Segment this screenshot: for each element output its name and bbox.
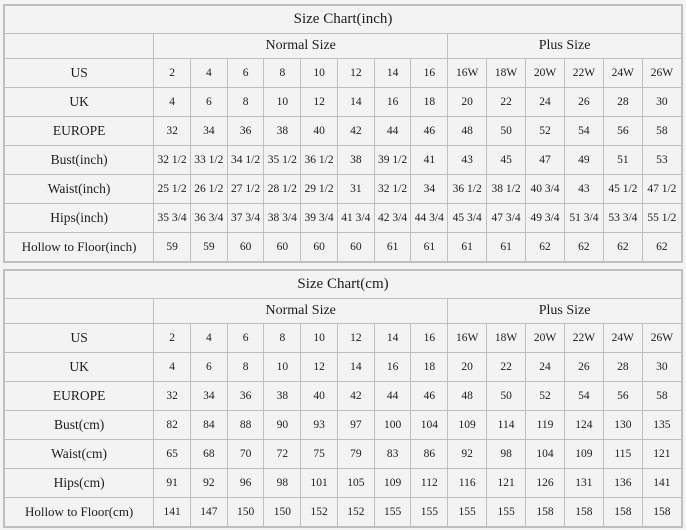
cell: 32 <box>154 382 191 411</box>
cell: 22W <box>564 59 603 88</box>
cell: 24W <box>603 324 642 353</box>
cell: 35 1/2 <box>264 146 301 175</box>
cell: 37 3/4 <box>227 204 264 233</box>
cell: 116 <box>448 469 487 498</box>
cell: 18W <box>487 324 526 353</box>
cell: 98 <box>264 469 301 498</box>
table-row-groups <box>5 299 682 324</box>
cell: 14 <box>337 353 374 382</box>
table-row <box>5 469 682 498</box>
cell: 92 <box>190 469 227 498</box>
cell: 6 <box>190 353 227 382</box>
cell: 10 <box>301 324 338 353</box>
table-row <box>5 440 682 469</box>
cell: 51 <box>603 146 642 175</box>
cell: 93 <box>301 411 338 440</box>
cell: 16 <box>411 59 448 88</box>
row-label: Bust(cm) <box>5 411 154 440</box>
cell: 38 3/4 <box>264 204 301 233</box>
cell: 59 <box>190 233 227 262</box>
cell: 42 <box>337 117 374 146</box>
cell: 38 <box>264 117 301 146</box>
cell: 32 1/2 <box>154 146 191 175</box>
cell: 98 <box>487 440 526 469</box>
cell: 152 <box>301 498 338 527</box>
cell: 104 <box>411 411 448 440</box>
cell: 60 <box>337 233 374 262</box>
size-chart-cm-table <box>4 270 682 527</box>
cell: 70 <box>227 440 264 469</box>
cell: 92 <box>448 440 487 469</box>
cell: 12 <box>337 59 374 88</box>
cell: 44 <box>374 117 411 146</box>
row-label: Waist(cm) <box>5 440 154 469</box>
cell: 14 <box>374 59 411 88</box>
cell: 39 1/2 <box>374 146 411 175</box>
cell: 36 1/2 <box>448 175 487 204</box>
table-row <box>5 382 682 411</box>
size-chart-inch-block <box>3 4 683 263</box>
cell: 6 <box>227 59 264 88</box>
cell: 8 <box>264 59 301 88</box>
cell: 60 <box>301 233 338 262</box>
cell: 50 <box>487 382 526 411</box>
cell: 51 3/4 <box>564 204 603 233</box>
table-row <box>5 175 682 204</box>
cell: 49 3/4 <box>526 204 565 233</box>
cell: 16W <box>448 59 487 88</box>
cell: 30 <box>642 353 681 382</box>
row-label: Hollow to Floor(cm) <box>5 498 154 527</box>
cell: 54 <box>564 117 603 146</box>
row-label: Hollow to Floor(inch) <box>5 233 154 262</box>
cell: 61 <box>411 233 448 262</box>
cell: 50 <box>487 117 526 146</box>
cell: 36 3/4 <box>190 204 227 233</box>
cell: 130 <box>603 411 642 440</box>
cell: 62 <box>526 233 565 262</box>
cell: 38 <box>337 146 374 175</box>
cell: 150 <box>227 498 264 527</box>
row-label: US <box>5 59 154 88</box>
cell: 27 1/2 <box>227 175 264 204</box>
cell: 47 <box>526 146 565 175</box>
cell: 20 <box>448 88 487 117</box>
cell: 135 <box>642 411 681 440</box>
cell: 158 <box>642 498 681 527</box>
cell: 105 <box>337 469 374 498</box>
cell: 34 <box>190 117 227 146</box>
cell: 16 <box>374 88 411 117</box>
cell: 101 <box>301 469 338 498</box>
row-label: Hips(cm) <box>5 469 154 498</box>
row-label: Hips(inch) <box>5 204 154 233</box>
table-row <box>5 233 682 262</box>
cell: 12 <box>301 88 338 117</box>
cell: 34 <box>190 382 227 411</box>
cell: 91 <box>154 469 191 498</box>
cell: 141 <box>154 498 191 527</box>
cell: 158 <box>526 498 565 527</box>
group-normal-size: Normal Size <box>154 34 448 59</box>
group-blank <box>5 299 154 324</box>
cell: 8 <box>227 353 264 382</box>
cell: 41 3/4 <box>337 204 374 233</box>
cell: 56 <box>603 117 642 146</box>
cell: 41 <box>411 146 448 175</box>
cell: 12 <box>301 353 338 382</box>
cell: 96 <box>227 469 264 498</box>
cell: 86 <box>411 440 448 469</box>
cell: 34 1/2 <box>227 146 264 175</box>
cell: 4 <box>190 59 227 88</box>
cell: 44 3/4 <box>411 204 448 233</box>
cell: 45 3/4 <box>448 204 487 233</box>
cell: 22 <box>487 353 526 382</box>
cell: 61 <box>448 233 487 262</box>
cell: 26W <box>642 59 681 88</box>
cell: 119 <box>526 411 565 440</box>
row-label: US <box>5 324 154 353</box>
cell: 20W <box>526 324 565 353</box>
cell: 28 1/2 <box>264 175 301 204</box>
row-label: UK <box>5 353 154 382</box>
cell: 30 <box>642 88 681 117</box>
cell: 24 <box>526 353 565 382</box>
table-row <box>5 117 682 146</box>
cell: 100 <box>374 411 411 440</box>
cell: 4 <box>154 353 191 382</box>
chart-title: Size Chart(cm) <box>5 271 682 299</box>
cell: 26 1/2 <box>190 175 227 204</box>
cell: 62 <box>642 233 681 262</box>
cell: 62 <box>564 233 603 262</box>
cell: 26 <box>564 88 603 117</box>
cell: 40 <box>301 382 338 411</box>
cell: 28 <box>603 353 642 382</box>
row-label: EUROPE <box>5 117 154 146</box>
cell: 60 <box>264 233 301 262</box>
table-row <box>5 411 682 440</box>
cell: 155 <box>374 498 411 527</box>
cell: 24W <box>603 59 642 88</box>
cell: 32 <box>154 117 191 146</box>
cell: 40 <box>301 117 338 146</box>
table-row <box>5 498 682 527</box>
cell: 121 <box>487 469 526 498</box>
table-row <box>5 59 682 88</box>
chart-title: Size Chart(inch) <box>5 6 682 34</box>
cell: 126 <box>526 469 565 498</box>
cell: 61 <box>374 233 411 262</box>
cell: 65 <box>154 440 191 469</box>
table-row <box>5 204 682 233</box>
cell: 104 <box>526 440 565 469</box>
cell: 8 <box>264 324 301 353</box>
cell: 26W <box>642 324 681 353</box>
cell: 46 <box>411 382 448 411</box>
cell: 42 3/4 <box>374 204 411 233</box>
cell: 14 <box>337 88 374 117</box>
cell: 75 <box>301 440 338 469</box>
cell: 34 <box>411 175 448 204</box>
cell: 88 <box>227 411 264 440</box>
cell: 58 <box>642 117 681 146</box>
table-row <box>5 88 682 117</box>
cell: 35 3/4 <box>154 204 191 233</box>
cell: 90 <box>264 411 301 440</box>
table-row-title <box>5 271 682 299</box>
table-row <box>5 146 682 175</box>
cell: 20 <box>448 353 487 382</box>
size-chart-inch-table <box>4 5 682 262</box>
cell: 109 <box>448 411 487 440</box>
cell: 25 1/2 <box>154 175 191 204</box>
cell: 49 <box>564 146 603 175</box>
table-row-groups <box>5 34 682 59</box>
group-plus-size: Plus Size <box>448 299 682 324</box>
cell: 46 <box>411 117 448 146</box>
cell: 14 <box>374 324 411 353</box>
group-plus-size: Plus Size <box>448 34 682 59</box>
cell: 8 <box>227 88 264 117</box>
cell: 10 <box>264 88 301 117</box>
cell: 4 <box>154 88 191 117</box>
cell: 16W <box>448 324 487 353</box>
cell: 48 <box>448 117 487 146</box>
cell: 22 <box>487 88 526 117</box>
cell: 45 <box>487 146 526 175</box>
cell: 20W <box>526 59 565 88</box>
cell: 109 <box>564 440 603 469</box>
cell: 45 1/2 <box>603 175 642 204</box>
cell: 43 <box>564 175 603 204</box>
cell: 152 <box>337 498 374 527</box>
cell: 31 <box>337 175 374 204</box>
cell: 155 <box>448 498 487 527</box>
cell: 124 <box>564 411 603 440</box>
cell: 97 <box>337 411 374 440</box>
cell: 68 <box>190 440 227 469</box>
cell: 16 <box>374 353 411 382</box>
cell: 47 1/2 <box>642 175 681 204</box>
cell: 36 <box>227 117 264 146</box>
cell: 22W <box>564 324 603 353</box>
cell: 84 <box>190 411 227 440</box>
cell: 158 <box>603 498 642 527</box>
group-normal-size: Normal Size <box>154 299 448 324</box>
cell: 136 <box>603 469 642 498</box>
cell: 4 <box>190 324 227 353</box>
cell: 155 <box>411 498 448 527</box>
cell: 28 <box>603 88 642 117</box>
cell: 155 <box>487 498 526 527</box>
cell: 150 <box>264 498 301 527</box>
row-label: EUROPE <box>5 382 154 411</box>
cell: 55 1/2 <box>642 204 681 233</box>
cell: 24 <box>526 88 565 117</box>
cell: 40 3/4 <box>526 175 565 204</box>
cell: 121 <box>642 440 681 469</box>
cell: 43 <box>448 146 487 175</box>
cell: 26 <box>564 353 603 382</box>
table-row <box>5 353 682 382</box>
table-row <box>5 324 682 353</box>
cell: 62 <box>603 233 642 262</box>
cell: 56 <box>603 382 642 411</box>
cell: 18 <box>411 353 448 382</box>
cell: 79 <box>337 440 374 469</box>
row-label: Waist(inch) <box>5 175 154 204</box>
cell: 82 <box>154 411 191 440</box>
cell: 52 <box>526 382 565 411</box>
cell: 47 3/4 <box>487 204 526 233</box>
cell: 58 <box>642 382 681 411</box>
cell: 131 <box>564 469 603 498</box>
cell: 54 <box>564 382 603 411</box>
cell: 147 <box>190 498 227 527</box>
cell: 18 <box>411 88 448 117</box>
cell: 72 <box>264 440 301 469</box>
cell: 52 <box>526 117 565 146</box>
cell: 2 <box>154 59 191 88</box>
cell: 44 <box>374 382 411 411</box>
table-row-title <box>5 6 682 34</box>
cell: 38 1/2 <box>487 175 526 204</box>
cell: 61 <box>487 233 526 262</box>
size-chart-cm-block <box>3 269 683 528</box>
cell: 42 <box>337 382 374 411</box>
cell: 16 <box>411 324 448 353</box>
cell: 29 1/2 <box>301 175 338 204</box>
row-label: Bust(inch) <box>5 146 154 175</box>
group-blank <box>5 34 154 59</box>
cell: 6 <box>190 88 227 117</box>
cell: 83 <box>374 440 411 469</box>
cell: 53 3/4 <box>603 204 642 233</box>
cell: 10 <box>264 353 301 382</box>
cell: 60 <box>227 233 264 262</box>
cell: 36 <box>227 382 264 411</box>
cell: 39 3/4 <box>301 204 338 233</box>
cell: 114 <box>487 411 526 440</box>
cell: 158 <box>564 498 603 527</box>
cell: 12 <box>337 324 374 353</box>
cell: 32 1/2 <box>374 175 411 204</box>
cell: 36 1/2 <box>301 146 338 175</box>
cell: 141 <box>642 469 681 498</box>
cell: 112 <box>411 469 448 498</box>
cell: 53 <box>642 146 681 175</box>
cell: 115 <box>603 440 642 469</box>
cell: 109 <box>374 469 411 498</box>
cell: 18W <box>487 59 526 88</box>
cell: 59 <box>154 233 191 262</box>
cell: 2 <box>154 324 191 353</box>
row-label: UK <box>5 88 154 117</box>
cell: 10 <box>301 59 338 88</box>
cell: 33 1/2 <box>190 146 227 175</box>
cell: 38 <box>264 382 301 411</box>
cell: 6 <box>227 324 264 353</box>
cell: 48 <box>448 382 487 411</box>
